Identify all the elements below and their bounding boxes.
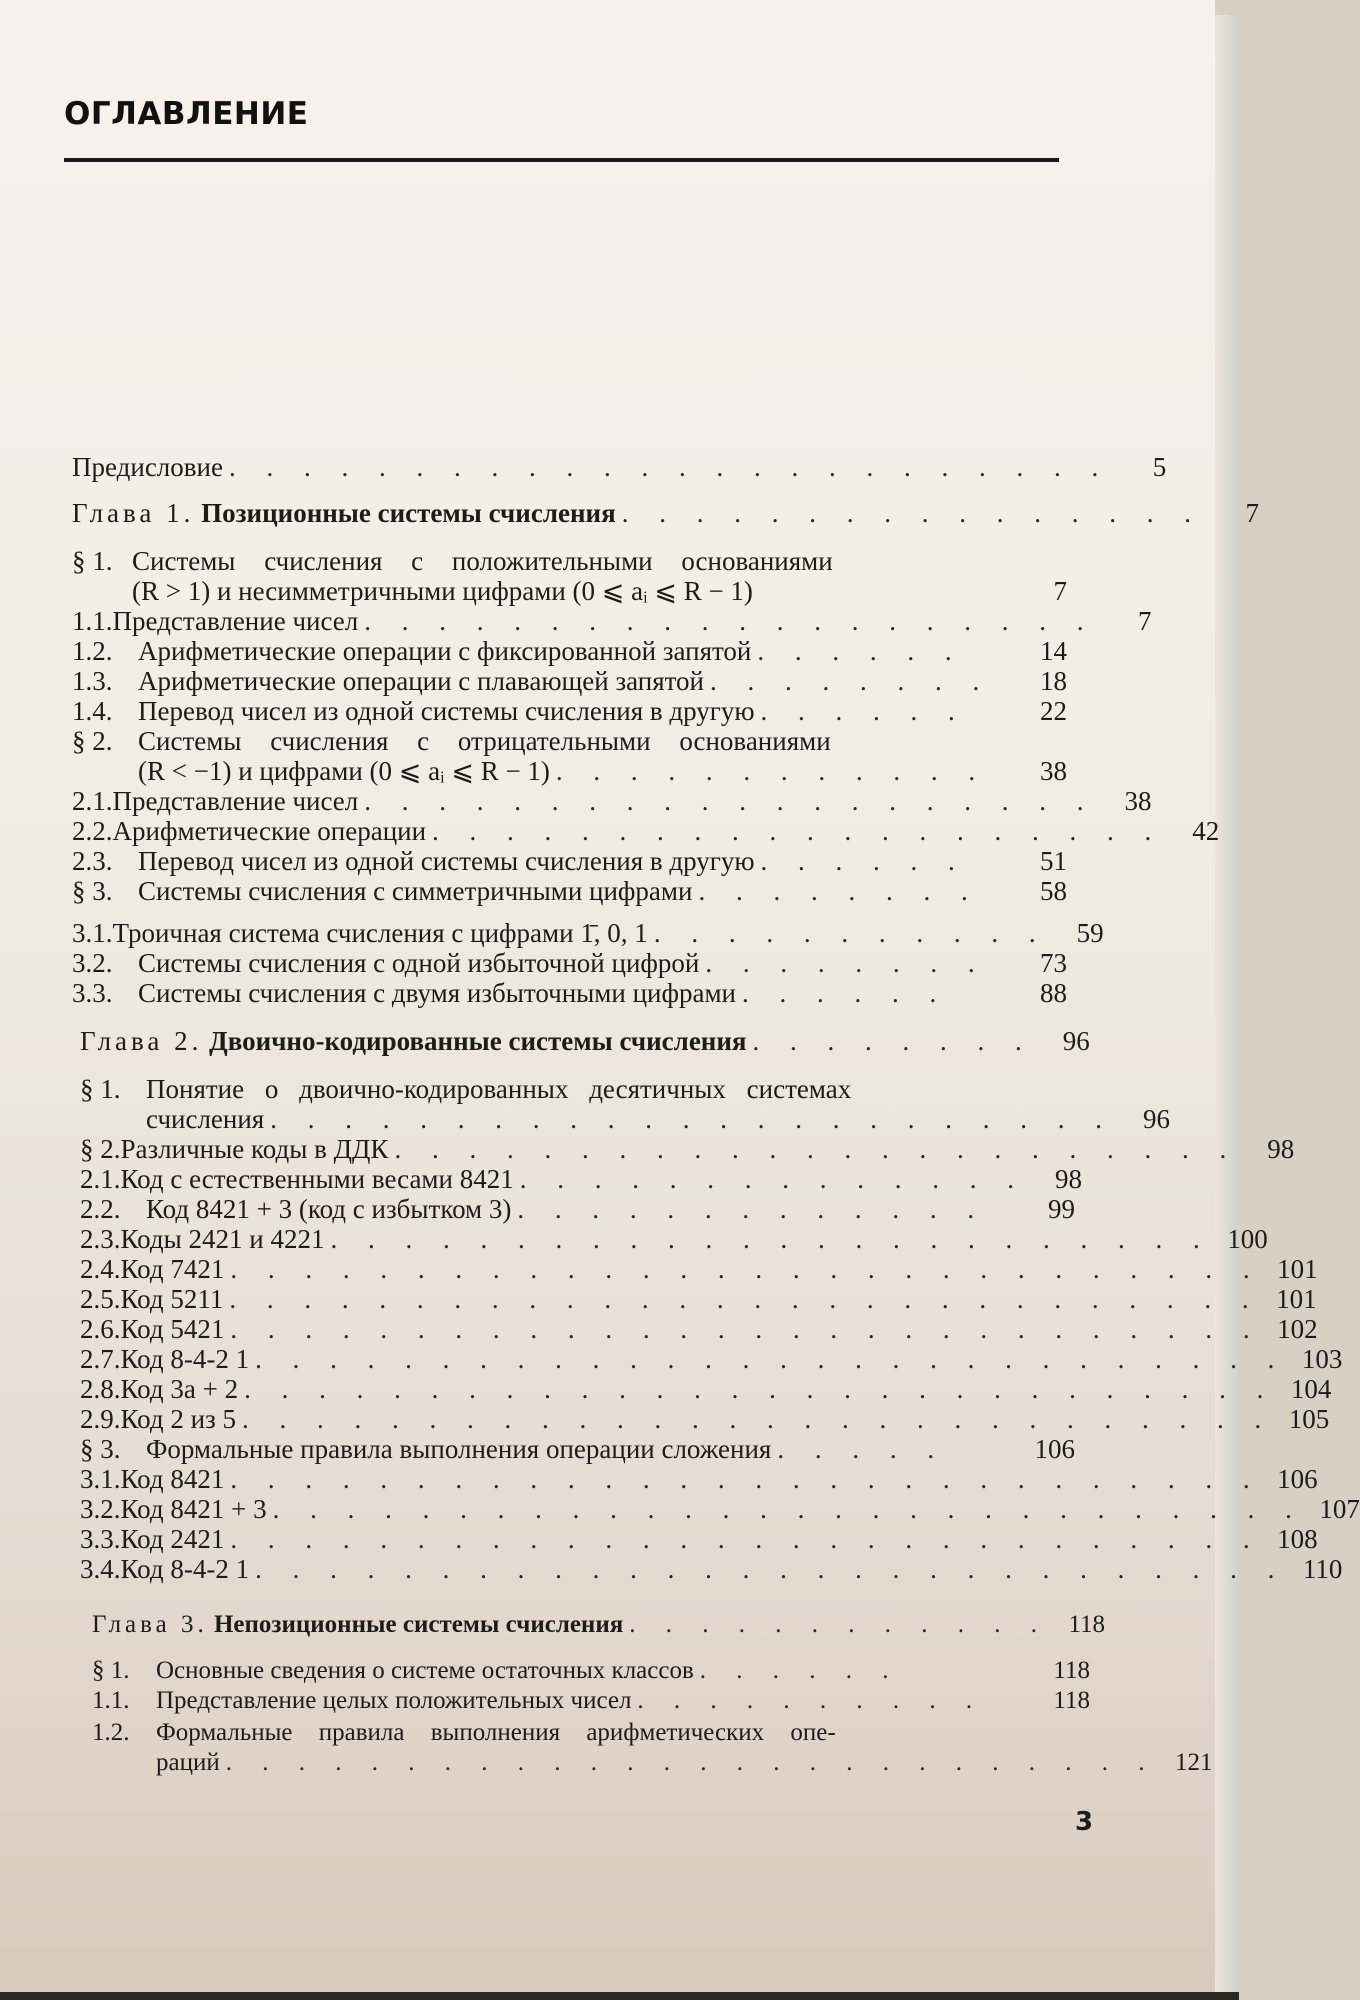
- entry-label: Код 5211: [120, 1284, 224, 1314]
- toc-section-1-1-line1[interactable]: [72, 546, 1067, 576]
- entry-label: Код 8421 + 3 (код с избытком 3): [146, 1194, 512, 1224]
- toc-entry-3-1-2-line2: [156, 1748, 1213, 1778]
- toc-chapter-2[interactable]: [80, 1026, 1090, 1056]
- entry-number: 2.9.: [80, 1404, 121, 1434]
- dot-leader: . . . . . . . . . . . . . .: [519, 1164, 1026, 1194]
- entry-label: Коды 2421 и 4221: [120, 1224, 325, 1254]
- entry-page: 106: [1034, 1434, 1075, 1464]
- dot-leader: . . . . . .: [699, 1657, 901, 1684]
- entry-number: 2.3.: [80, 1224, 121, 1254]
- entry-page: 106: [1277, 1464, 1318, 1494]
- entry-page: 105: [1288, 1404, 1330, 1434]
- dot-leader: . . . . . . . . . . . . . . . . . . . . . . . . . . . .: [230, 1524, 1262, 1554]
- dot-leader: . . . . . . . . . . . .: [555, 756, 988, 786]
- entry-page: 51: [1040, 846, 1067, 876]
- entry-page: 100: [1227, 1224, 1268, 1254]
- entry-page: 103: [1301, 1344, 1343, 1374]
- dot-leader: . . . . . . . .: [705, 948, 987, 978]
- dot-leader: . . . . . . . . . . . . . . . .: [621, 498, 1203, 528]
- toc-entry[interactable]: [72, 978, 1067, 1008]
- entry-page: 22: [1040, 696, 1067, 726]
- entry-page: 96: [1142, 1104, 1170, 1134]
- entry-page: 5: [1152, 452, 1167, 482]
- entry-page: 38: [1040, 756, 1067, 786]
- entry-label: Представление целых положительных чисел: [156, 1687, 632, 1714]
- entry-label: Основные сведения о системе остаточных классов: [156, 1657, 694, 1684]
- toc-entry[interactable]: [80, 1344, 1343, 1374]
- entry-number: 2.1.: [72, 786, 113, 816]
- entry-page: 7: [1245, 498, 1259, 528]
- entry-page: 38: [1124, 786, 1152, 816]
- entry-label: Арифметические операции с фиксированной запятой: [138, 636, 752, 666]
- toc-section-2-1-line2: [146, 1104, 1170, 1134]
- page-number: 3: [1075, 1807, 1094, 1837]
- entry-number: 3.2.: [80, 1494, 121, 1524]
- entry-label: Арифметические операции: [112, 816, 427, 846]
- entry-number: § 3.: [80, 1434, 121, 1464]
- toc-section-1-1-line2: [132, 576, 1067, 606]
- entry-label: Перевод чисел из одной системы счисления в другую: [138, 846, 755, 876]
- entry-page: 88: [1040, 978, 1067, 1008]
- dot-leader: . . . . . . . . . . . . .: [517, 1194, 987, 1224]
- entry-number: 2.4.: [80, 1254, 121, 1284]
- entry-label: Код с естественными весами 8421: [120, 1164, 514, 1194]
- toc-entry[interactable]: [72, 786, 1152, 816]
- entry-number: 2.2.: [80, 1194, 121, 1224]
- entry-page: 101: [1277, 1254, 1318, 1284]
- toc-section-1-2-line2: [138, 756, 1067, 786]
- entry-number: § 1.: [80, 1074, 121, 1104]
- toc-entry[interactable]: [80, 1254, 1318, 1284]
- dot-leader: . . . . . . . . . . . . . . . . . . . . . . . . . .: [225, 1749, 1157, 1776]
- toc-entry[interactable]: [80, 1434, 1075, 1464]
- entry-label: Системы счисления с одной избыточной цифрой: [138, 948, 700, 978]
- dot-leader: . . . . . . . . . . . . . . . . . . . . . . . . . . . .: [244, 1374, 1276, 1404]
- toc-entry-preface[interactable]: [72, 452, 1167, 482]
- entry-number: 2.7.: [80, 1344, 121, 1374]
- entry-page: 108: [1277, 1524, 1318, 1554]
- chapter-prefix: Глава 2.: [80, 1026, 203, 1056]
- toc-entry[interactable]: [72, 876, 1067, 906]
- entry-label-cont: (R < −1) и цифрами (0 ⩽ aᵢ ⩽ R − 1): [138, 756, 550, 786]
- toc-entry[interactable]: [80, 1404, 1330, 1434]
- dot-leader: . . . . . . . . . .: [637, 1687, 985, 1714]
- entry-number: 2.1.: [80, 1164, 121, 1194]
- entry-number: § 2.: [72, 726, 113, 756]
- entry-label: Системы счисления с двумя избыточными цифрами: [138, 978, 736, 1008]
- toc-entry[interactable]: [72, 918, 1104, 948]
- toc-entry[interactable]: [80, 1224, 1268, 1254]
- dot-leader: . . . . . . . . . . . . . . . . . . . .: [364, 786, 1096, 816]
- toc-entry[interactable]: [80, 1134, 1295, 1164]
- toc-section-1-2-line1[interactable]: [72, 726, 1067, 756]
- entry-page: 101: [1276, 1284, 1317, 1314]
- toc-entry[interactable]: [92, 1656, 1090, 1686]
- entry-label-cont: (R > 1) и несимметричными цифрами (0 ⩽ aᵢ ⩽ R − 1): [132, 576, 753, 606]
- entry-number: 2.5.: [80, 1284, 121, 1314]
- dot-leader: . . . . . . . . . . . . . . . . . . . . . . . .: [330, 1224, 1212, 1254]
- page-title: ОГЛАВЛЕНИЕ: [64, 96, 309, 132]
- title-rule: [64, 158, 1059, 162]
- entry-label-cont: счисления: [146, 1104, 265, 1134]
- toc-chapter-3[interactable]: [92, 1610, 1106, 1640]
- dot-leader: . . . . . .: [757, 636, 964, 666]
- entry-number: 1.4.: [72, 696, 113, 726]
- entry-label: Перевод чисел из одной системы счисления в другую: [138, 696, 755, 726]
- entry-page: 110: [1302, 1554, 1343, 1584]
- entry-number: 1.3.: [72, 666, 113, 696]
- toc-entry-3-1-2-line1[interactable]: [92, 1718, 1090, 1748]
- entry-number: 1.2.: [72, 636, 113, 666]
- toc-entry[interactable]: [80, 1314, 1318, 1344]
- entry-label: Код 2421: [120, 1524, 225, 1554]
- entry-page: 118: [1053, 1687, 1090, 1714]
- chapter-title: Позиционные системы счисления: [201, 498, 616, 528]
- toc-entry[interactable]: [80, 1284, 1317, 1314]
- entry-number: § 1.: [92, 1657, 130, 1684]
- entry-label: Код 8-4-2 1: [120, 1554, 250, 1584]
- dot-leader: . . . . . . . .: [710, 666, 992, 696]
- entry-label: Код 3a + 2: [120, 1374, 239, 1404]
- entry-label: Представление чисел: [112, 606, 359, 636]
- dot-leader: . . . . . . . . . . . .: [629, 1611, 1050, 1638]
- entry-label: Арифметические операции с плавающей запятой: [138, 666, 705, 696]
- entry-page: 99: [1048, 1194, 1075, 1224]
- toc-entry[interactable]: [92, 1686, 1090, 1716]
- dot-leader: . . . . . . . . . . . . . . . . . . . . . . .: [394, 1134, 1239, 1164]
- dot-leader: . . . . . .: [760, 846, 967, 876]
- entry-page: 42: [1192, 816, 1220, 846]
- dot-leader: . . . . . . . . . . . . . . . . . . . . . . .: [270, 1104, 1114, 1134]
- dot-leader: . . . . . . . . . . .: [653, 918, 1048, 948]
- toc-section-2-1-line1[interactable]: [80, 1074, 1075, 1104]
- toc-entry[interactable]: [72, 636, 1067, 666]
- dot-leader: . . . . .: [777, 1434, 947, 1464]
- entry-number: 2.8.: [80, 1374, 121, 1404]
- dot-leader: . . . . . . . . . . . . . . . . . . . . . . . . . . . .: [230, 1314, 1262, 1344]
- entry-label-cont: раций: [156, 1749, 220, 1776]
- chapter-prefix: Глава 3.: [92, 1611, 208, 1638]
- toc-entry[interactable]: [80, 1164, 1082, 1194]
- dot-leader: . . . . . . . . . . . . . . . . . . . .: [364, 606, 1096, 636]
- chapter-prefix: Глава 1.: [72, 498, 195, 528]
- toc-entry[interactable]: [80, 1524, 1318, 1554]
- toc-entry[interactable]: [72, 948, 1067, 978]
- dot-leader: . . . . . . . . . . . . . . . . . . . . . . . . . . . .: [272, 1494, 1304, 1524]
- entry-number: § 2.: [80, 1134, 121, 1164]
- dot-leader: . . . . . . . . . . . . . . . . . . . . . . . . . . . .: [229, 1284, 1261, 1314]
- toc-entry[interactable]: [80, 1554, 1343, 1584]
- toc-entry[interactable]: [80, 1374, 1332, 1404]
- entry-number: 2.6.: [80, 1314, 121, 1344]
- entry-page: 14: [1040, 636, 1067, 666]
- toc-entry[interactable]: [72, 846, 1067, 876]
- dot-leader: . . . . . .: [760, 696, 967, 726]
- entry-label: Троичная система счисления с цифрами 1̄, 0, 1: [112, 918, 648, 948]
- entry-page: 118: [1068, 1611, 1106, 1638]
- entry-label: Представление чисел: [112, 786, 359, 816]
- entry-number: 3.3.: [72, 978, 113, 1008]
- toc-entry[interactable]: [80, 1194, 1075, 1224]
- entry-page: 59: [1076, 918, 1104, 948]
- entry-number: 3.1.: [80, 1464, 121, 1494]
- toc-entry[interactable]: [72, 816, 1220, 846]
- dot-leader: . . . . . . . . . . . . . . . . . . . . . . . . . . . .: [242, 1404, 1274, 1434]
- entry-page: 98: [1267, 1134, 1295, 1164]
- entry-label: Предисловие: [72, 452, 223, 482]
- dot-leader: . . . . . . . . . . . . . . . . . . . .: [432, 816, 1164, 846]
- entry-number: 3.3.: [80, 1524, 121, 1554]
- entry-label: Системы счисления с отрицательными основаниями: [138, 726, 831, 756]
- toc-chapter-1[interactable]: [72, 498, 1259, 528]
- entry-page: 73: [1040, 948, 1067, 978]
- entry-label: Код 7421: [120, 1254, 225, 1284]
- entry-page: 104: [1290, 1374, 1332, 1404]
- entry-number: 2.2.: [72, 816, 113, 846]
- entry-label: Код 2 из 5: [120, 1404, 236, 1434]
- entry-number: 1.1.: [72, 606, 113, 636]
- entry-label: Формальные правила выполнения арифметических опе-: [156, 1719, 836, 1746]
- page-bottom-edge: [0, 1992, 1239, 2000]
- entry-number: 1.1.: [92, 1687, 130, 1714]
- toc-entry[interactable]: [72, 696, 1067, 726]
- entry-label: Различные коды в ДДК: [120, 1134, 389, 1164]
- entry-label: Код 8421 + 3: [120, 1494, 267, 1524]
- entry-page: 118: [1053, 1657, 1090, 1684]
- entry-page: 121: [1174, 1749, 1213, 1776]
- dot-leader: . . . . . . . .: [698, 876, 980, 906]
- entry-page: 107: [1319, 1494, 1360, 1524]
- entry-page: 58: [1040, 876, 1067, 906]
- entry-number: 1.2.: [92, 1719, 130, 1746]
- entry-page: 18: [1040, 666, 1067, 696]
- toc-entry[interactable]: [72, 606, 1152, 636]
- dot-leader: . . . . . . . . . . . . . . . . . . . . . . . . . . . .: [230, 1254, 1262, 1284]
- entry-page: 7: [1138, 606, 1152, 636]
- entry-number: 3.1.: [72, 918, 113, 948]
- toc-entry[interactable]: [80, 1494, 1360, 1524]
- dot-leader: . . . . . . . . . . . . . . . . . . . . . . . . . . . .: [255, 1554, 1287, 1584]
- entry-number: § 3.: [72, 876, 113, 906]
- entry-number: 2.3.: [72, 846, 113, 876]
- entry-page: 102: [1277, 1314, 1318, 1344]
- entry-label: Код 5421: [120, 1314, 225, 1344]
- entry-label: Системы счисления с симметричными цифрами: [138, 876, 693, 906]
- entry-page: 7: [1053, 576, 1067, 606]
- entry-page: 98: [1054, 1164, 1082, 1194]
- chapter-title: Двоично-кодированные системы счисления: [209, 1026, 747, 1056]
- toc-entry[interactable]: [72, 666, 1067, 696]
- dot-leader: . . . . . .: [741, 978, 949, 1008]
- dot-leader: . . . . . . . . . . . . . . . . . . . . . . . . . . . .: [230, 1464, 1262, 1494]
- entry-number: § 1.: [72, 546, 113, 576]
- entry-label: Код 8-4-2 1: [120, 1344, 250, 1374]
- toc-entry[interactable]: [80, 1464, 1318, 1494]
- entry-number: 3.4.: [80, 1554, 121, 1584]
- dot-leader: . . . . . . . .: [752, 1026, 1034, 1056]
- entry-label: Код 8421: [120, 1464, 225, 1494]
- dot-leader: . . . . . . . . . . . . . . . . . . . . . . . .: [228, 452, 1111, 482]
- dot-leader: . . . . . . . . . . . . . . . . . . . . . . . . . . . .: [255, 1344, 1287, 1374]
- page-edge: [1215, 15, 1239, 2000]
- chapter-title: Непозиционные системы счисления: [213, 1611, 624, 1638]
- entry-page: 96: [1062, 1026, 1090, 1056]
- entry-label: Системы счисления с положительными основаниями: [132, 546, 833, 576]
- entry-label: Понятие о двоично-кодированных десятичных системах: [146, 1074, 852, 1104]
- entry-label: Формальные правила выполнения операции сложения: [146, 1434, 772, 1464]
- entry-number: 3.2.: [72, 948, 113, 978]
